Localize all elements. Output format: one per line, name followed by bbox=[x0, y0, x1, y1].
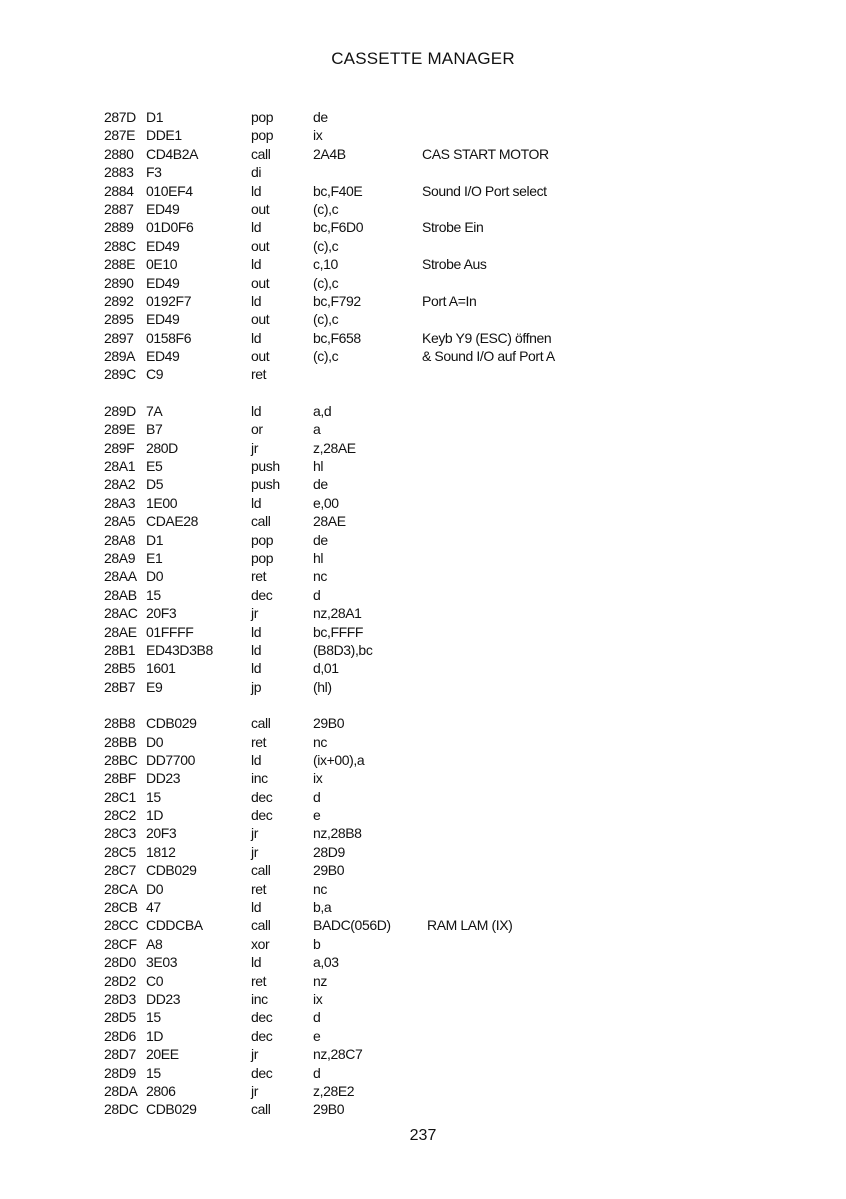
address-cell: 289D bbox=[104, 402, 136, 419]
address-cell: 28BF bbox=[104, 770, 136, 787]
listing-row bbox=[0, 1100, 846, 1118]
listing-row bbox=[0, 843, 846, 861]
opcode-bytes-cell: ED49 bbox=[146, 274, 180, 291]
listing-row bbox=[0, 494, 846, 512]
operand-cell: z,28AE bbox=[313, 439, 356, 456]
mnemonic-cell: call bbox=[251, 715, 271, 732]
mnemonic-cell: ld bbox=[251, 641, 262, 658]
mnemonic-cell: call bbox=[251, 1101, 271, 1118]
listing-row bbox=[0, 126, 846, 144]
mnemonic-cell: dec bbox=[251, 1009, 273, 1026]
listing-row bbox=[0, 475, 846, 493]
operand-cell: z,28E2 bbox=[313, 1082, 355, 1099]
listing-row bbox=[0, 806, 846, 824]
opcode-bytes-cell: C9 bbox=[146, 366, 164, 383]
address-cell: 28A5 bbox=[104, 513, 136, 530]
opcode-bytes-cell: 010EF4 bbox=[146, 182, 193, 199]
mnemonic-cell: pop bbox=[251, 531, 274, 548]
listing-row bbox=[0, 898, 846, 916]
opcode-bytes-cell: DDE1 bbox=[146, 127, 182, 144]
listing-row bbox=[0, 916, 846, 934]
mnemonic-cell: di bbox=[251, 164, 262, 181]
mnemonic-cell: out bbox=[251, 237, 270, 254]
listing-row bbox=[0, 531, 846, 549]
listing-row bbox=[0, 163, 846, 181]
operand-cell: 29B0 bbox=[313, 1101, 345, 1118]
mnemonic-cell: call bbox=[251, 513, 271, 530]
opcode-bytes-cell: ED49 bbox=[146, 200, 180, 217]
address-cell: 288E bbox=[104, 256, 136, 273]
operand-cell: (B8D3),bc bbox=[313, 641, 373, 658]
address-cell: 28A8 bbox=[104, 531, 136, 548]
listing-row bbox=[0, 329, 846, 347]
mnemonic-cell: out bbox=[251, 274, 270, 291]
listing-row bbox=[0, 751, 846, 769]
listing-row bbox=[0, 714, 846, 732]
address-cell: 28C3 bbox=[104, 825, 136, 842]
opcode-bytes-cell: 7A bbox=[146, 402, 163, 419]
opcode-bytes-cell: ED49 bbox=[146, 237, 180, 254]
address-cell: 28D7 bbox=[104, 1046, 136, 1063]
mnemonic-cell: ld bbox=[251, 402, 262, 419]
address-cell: 28C1 bbox=[104, 788, 136, 805]
listing-row bbox=[0, 439, 846, 457]
operand-cell: a,d bbox=[313, 402, 332, 419]
opcode-bytes-cell: C0 bbox=[146, 972, 164, 989]
assembly-listing bbox=[0, 108, 846, 1119]
operand-cell: nz,28A1 bbox=[313, 605, 362, 622]
operand-cell: de bbox=[313, 531, 328, 548]
mnemonic-cell: jr bbox=[251, 825, 258, 842]
address-cell: 28AC bbox=[104, 605, 138, 622]
comment-cell: Strobe Aus bbox=[422, 256, 487, 273]
opcode-bytes-cell: 15 bbox=[146, 1064, 161, 1081]
code-block bbox=[0, 714, 846, 1119]
address-cell: 28C2 bbox=[104, 807, 136, 824]
opcode-bytes-cell: 0192F7 bbox=[146, 292, 192, 309]
operand-cell: ix bbox=[313, 127, 323, 144]
listing-row bbox=[0, 586, 846, 604]
mnemonic-cell: jr bbox=[251, 1046, 258, 1063]
address-cell: 28D0 bbox=[104, 954, 136, 971]
listing-row bbox=[0, 402, 846, 420]
opcode-bytes-cell: CDB029 bbox=[146, 862, 197, 879]
opcode-bytes-cell: ED49 bbox=[146, 311, 180, 328]
listing-row bbox=[0, 310, 846, 328]
mnemonic-cell: jr bbox=[251, 605, 258, 622]
operand-cell: d bbox=[313, 586, 321, 603]
listing-row bbox=[0, 237, 846, 255]
opcode-bytes-cell: D1 bbox=[146, 531, 164, 548]
operand-cell: (hl) bbox=[313, 678, 332, 695]
address-cell: 28B7 bbox=[104, 678, 136, 695]
opcode-bytes-cell: 0E10 bbox=[146, 256, 178, 273]
mnemonic-cell: pop bbox=[251, 127, 274, 144]
operand-cell: nc bbox=[313, 733, 327, 750]
opcode-bytes-cell: E1 bbox=[146, 549, 163, 566]
operand-cell: hl bbox=[313, 549, 324, 566]
operand-cell: e,00 bbox=[313, 494, 339, 511]
mnemonic-cell: ld bbox=[251, 899, 262, 916]
opcode-bytes-cell: 1601 bbox=[146, 660, 176, 677]
mnemonic-cell: ld bbox=[251, 660, 262, 677]
mnemonic-cell: jp bbox=[251, 678, 262, 695]
operand-cell: de bbox=[313, 109, 328, 125]
listing-row bbox=[0, 1064, 846, 1082]
opcode-bytes-cell: 280D bbox=[146, 439, 178, 456]
mnemonic-cell: push bbox=[251, 476, 280, 493]
listing-row bbox=[0, 990, 846, 1008]
address-cell: 28AA bbox=[104, 568, 137, 585]
opcode-bytes-cell: ED49 bbox=[146, 348, 180, 365]
operand-cell: 29B0 bbox=[313, 862, 345, 879]
opcode-bytes-cell: E9 bbox=[146, 678, 163, 695]
operand-cell: de bbox=[313, 476, 328, 493]
address-cell: 28DC bbox=[104, 1101, 139, 1118]
opcode-bytes-cell: CDB029 bbox=[146, 715, 197, 732]
address-cell: 28A2 bbox=[104, 476, 136, 493]
address-cell: 2880 bbox=[104, 145, 134, 162]
opcode-bytes-cell: CDDCBA bbox=[146, 917, 203, 934]
operand-cell: (c),c bbox=[313, 200, 339, 217]
address-cell: 289F bbox=[104, 439, 135, 456]
opcode-bytes-cell: 15 bbox=[146, 788, 161, 805]
opcode-bytes-cell: 1D bbox=[146, 807, 164, 824]
code-block bbox=[0, 108, 846, 384]
listing-row bbox=[0, 365, 846, 383]
operand-cell: nz bbox=[313, 972, 327, 989]
mnemonic-cell: call bbox=[251, 145, 271, 162]
opcode-bytes-cell: 20F3 bbox=[146, 825, 177, 842]
listing-row bbox=[0, 567, 846, 585]
listing-row bbox=[0, 549, 846, 567]
address-cell: 28B8 bbox=[104, 715, 136, 732]
mnemonic-cell: jr bbox=[251, 843, 258, 860]
opcode-bytes-cell: D0 bbox=[146, 733, 164, 750]
operand-cell: b,a bbox=[313, 899, 332, 916]
opcode-bytes-cell: D0 bbox=[146, 880, 164, 897]
opcode-bytes-cell: CDAE28 bbox=[146, 513, 199, 530]
listing-row bbox=[0, 824, 846, 842]
opcode-bytes-cell: DD7700 bbox=[146, 751, 195, 768]
operand-cell: 28AE bbox=[313, 513, 346, 530]
address-cell: 28AB bbox=[104, 586, 137, 603]
opcode-bytes-cell: 15 bbox=[146, 586, 161, 603]
address-cell: 28D3 bbox=[104, 990, 136, 1007]
operand-cell: (c),c bbox=[313, 348, 339, 365]
address-cell: 28B1 bbox=[104, 641, 136, 658]
page-title: CASSETTE MANAGER bbox=[331, 49, 515, 68]
mnemonic-cell: ld bbox=[251, 182, 262, 199]
opcode-bytes-cell: 01D0F6 bbox=[146, 219, 194, 236]
operand-cell: d bbox=[313, 788, 321, 805]
opcode-bytes-cell: 2806 bbox=[146, 1082, 176, 1099]
address-cell: 2892 bbox=[104, 292, 134, 309]
operand-cell: (ix+00),a bbox=[313, 751, 365, 768]
opcode-bytes-cell: DD23 bbox=[146, 990, 181, 1007]
opcode-bytes-cell: B7 bbox=[146, 421, 163, 438]
listing-row bbox=[0, 512, 846, 530]
mnemonic-cell: ret bbox=[251, 568, 267, 585]
operand-cell: a bbox=[313, 421, 321, 438]
operand-cell: ix bbox=[313, 990, 323, 1007]
mnemonic-cell: ld bbox=[251, 954, 262, 971]
opcode-bytes-cell: DD23 bbox=[146, 770, 181, 787]
listing-row bbox=[0, 861, 846, 879]
comment-cell: & Sound I/O auf Port A bbox=[422, 348, 555, 365]
listing-row bbox=[0, 108, 846, 126]
opcode-bytes-cell: 3E03 bbox=[146, 954, 178, 971]
address-cell: 2897 bbox=[104, 329, 134, 346]
listing-row bbox=[0, 678, 846, 696]
mnemonic-cell: ret bbox=[251, 366, 267, 383]
opcode-bytes-cell: 20F3 bbox=[146, 605, 177, 622]
opcode-bytes-cell: D5 bbox=[146, 476, 164, 493]
address-cell: 2895 bbox=[104, 311, 134, 328]
mnemonic-cell: dec bbox=[251, 807, 273, 824]
listing-row bbox=[0, 1008, 846, 1026]
mnemonic-cell: or bbox=[251, 421, 263, 438]
listing-row bbox=[0, 274, 846, 292]
mnemonic-cell: ld bbox=[251, 256, 262, 273]
mnemonic-cell: ret bbox=[251, 880, 267, 897]
listing-row bbox=[0, 1082, 846, 1100]
address-cell: 28AE bbox=[104, 623, 137, 640]
operand-cell: nc bbox=[313, 568, 327, 585]
mnemonic-cell: dec bbox=[251, 586, 273, 603]
operand-cell: bc,F6D0 bbox=[313, 219, 364, 236]
opcode-bytes-cell: ED43D3B8 bbox=[146, 641, 213, 658]
operand-cell: (c),c bbox=[313, 237, 339, 254]
mnemonic-cell: call bbox=[251, 917, 271, 934]
address-cell: 28D2 bbox=[104, 972, 136, 989]
address-cell: 28BC bbox=[104, 751, 138, 768]
address-cell: 2884 bbox=[104, 182, 134, 199]
opcode-bytes-cell: D0 bbox=[146, 568, 164, 585]
page-number: 237 bbox=[409, 1127, 437, 1144]
mnemonic-cell: push bbox=[251, 458, 280, 475]
address-cell: 28D9 bbox=[104, 1064, 136, 1081]
operand-cell: bc,FFFF bbox=[313, 623, 364, 640]
mnemonic-cell: ld bbox=[251, 219, 262, 236]
mnemonic-cell: dec bbox=[251, 788, 273, 805]
mnemonic-cell: jr bbox=[251, 1082, 258, 1099]
address-cell: 28A3 bbox=[104, 494, 136, 511]
address-cell: 28D6 bbox=[104, 1027, 136, 1044]
comment-cell: Sound I/O Port select bbox=[422, 182, 547, 199]
opcode-bytes-cell: 1E00 bbox=[146, 494, 178, 511]
address-cell: 28A1 bbox=[104, 458, 136, 475]
listing-row bbox=[0, 145, 846, 163]
address-cell: 28DA bbox=[104, 1082, 138, 1099]
operand-cell: c,10 bbox=[313, 256, 338, 273]
mnemonic-cell: out bbox=[251, 348, 270, 365]
listing-row bbox=[0, 733, 846, 751]
operand-cell: hl bbox=[313, 458, 324, 475]
address-cell: 2887 bbox=[104, 200, 134, 217]
mnemonic-cell: ret bbox=[251, 733, 267, 750]
address-cell: 28C7 bbox=[104, 862, 136, 879]
operand-cell: (c),c bbox=[313, 311, 339, 328]
mnemonic-cell: call bbox=[251, 862, 271, 879]
listing-row bbox=[0, 218, 846, 236]
operand-cell: (c),c bbox=[313, 274, 339, 291]
address-cell: 2883 bbox=[104, 164, 134, 181]
operand-cell: bc,F658 bbox=[313, 329, 361, 346]
operand-cell: a,03 bbox=[313, 954, 339, 971]
mnemonic-cell: inc bbox=[251, 770, 268, 787]
listing-row bbox=[0, 769, 846, 787]
listing-row bbox=[0, 641, 846, 659]
listing-row bbox=[0, 420, 846, 438]
mnemonic-cell: ld bbox=[251, 329, 262, 346]
opcode-bytes-cell: 20EE bbox=[146, 1046, 179, 1063]
listing-row bbox=[0, 1045, 846, 1063]
operand-cell: nc bbox=[313, 880, 327, 897]
opcode-bytes-cell: CDB029 bbox=[146, 1101, 197, 1118]
listing-row bbox=[0, 935, 846, 953]
opcode-bytes-cell: D1 bbox=[146, 109, 164, 125]
address-cell: 28A9 bbox=[104, 549, 136, 566]
opcode-bytes-cell: A8 bbox=[146, 935, 163, 952]
opcode-bytes-cell: 01FFFF bbox=[146, 623, 194, 640]
mnemonic-cell: out bbox=[251, 200, 270, 217]
opcode-bytes-cell: 1812 bbox=[146, 843, 176, 860]
listing-row bbox=[0, 292, 846, 310]
listing-row bbox=[0, 972, 846, 990]
listing-row bbox=[0, 457, 846, 475]
opcode-bytes-cell: 15 bbox=[146, 1009, 161, 1026]
opcode-bytes-cell: F3 bbox=[146, 164, 162, 181]
mnemonic-cell: out bbox=[251, 311, 270, 328]
mnemonic-cell: ret bbox=[251, 972, 267, 989]
mnemonic-cell: ld bbox=[251, 623, 262, 640]
listing-row bbox=[0, 623, 846, 641]
operand-cell: ix bbox=[313, 770, 323, 787]
listing-row bbox=[0, 880, 846, 898]
mnemonic-cell: xor bbox=[251, 935, 270, 952]
mnemonic-cell: pop bbox=[251, 109, 274, 125]
address-cell: 28CF bbox=[104, 935, 137, 952]
address-cell: 2889 bbox=[104, 219, 134, 236]
address-cell: 28CC bbox=[104, 917, 139, 934]
listing-row bbox=[0, 255, 846, 273]
operand-cell: bc,F792 bbox=[313, 292, 361, 309]
address-cell: 289C bbox=[104, 366, 136, 383]
address-cell: 28BB bbox=[104, 733, 137, 750]
operand-cell: e bbox=[313, 807, 321, 824]
address-cell: 28CA bbox=[104, 880, 138, 897]
address-cell: 289A bbox=[104, 348, 136, 365]
listing-row bbox=[0, 200, 846, 218]
address-cell: 2890 bbox=[104, 274, 134, 291]
opcode-bytes-cell: 0158F6 bbox=[146, 329, 192, 346]
opcode-bytes-cell: CD4B2A bbox=[146, 145, 199, 162]
address-cell: 288C bbox=[104, 237, 136, 254]
operand-cell: d,01 bbox=[313, 660, 339, 677]
address-cell: 28B5 bbox=[104, 660, 136, 677]
operand-cell: nz,28C7 bbox=[313, 1046, 363, 1063]
comment-cell: Port A=In bbox=[422, 292, 477, 309]
listing-row bbox=[0, 182, 846, 200]
operand-cell: d bbox=[313, 1009, 321, 1026]
operand-cell: bc,F40E bbox=[313, 182, 363, 199]
listing-row bbox=[0, 347, 846, 365]
address-cell: 28CB bbox=[104, 899, 138, 916]
comment-cell: CAS START MOTOR bbox=[422, 145, 549, 162]
mnemonic-cell: inc bbox=[251, 990, 268, 1007]
operand-cell: 29B0 bbox=[313, 715, 345, 732]
operand-cell: nz,28B8 bbox=[313, 825, 362, 842]
mnemonic-cell: dec bbox=[251, 1027, 273, 1044]
listing-row bbox=[0, 659, 846, 677]
mnemonic-cell: pop bbox=[251, 549, 274, 566]
opcode-bytes-cell: 47 bbox=[146, 899, 161, 916]
mnemonic-cell: dec bbox=[251, 1064, 273, 1081]
operand-cell: BADC(056D) bbox=[313, 917, 391, 934]
address-cell: 289E bbox=[104, 421, 136, 438]
mnemonic-cell: ld bbox=[251, 751, 262, 768]
listing-row bbox=[0, 953, 846, 971]
operand-cell: d bbox=[313, 1064, 321, 1081]
code-block bbox=[0, 402, 846, 696]
listing-row bbox=[0, 1027, 846, 1045]
opcode-bytes-cell: 1D bbox=[146, 1027, 164, 1044]
opcode-bytes-cell: E5 bbox=[146, 458, 163, 475]
operand-cell: 28D9 bbox=[313, 843, 345, 860]
mnemonic-cell: ld bbox=[251, 292, 262, 309]
listing-row bbox=[0, 788, 846, 806]
comment-cell: Strobe Ein bbox=[422, 219, 484, 236]
operand-cell: b bbox=[313, 935, 321, 952]
listing-row bbox=[0, 604, 846, 622]
address-cell: 287D bbox=[104, 109, 136, 125]
mnemonic-cell: jr bbox=[251, 439, 258, 456]
address-cell: 287E bbox=[104, 127, 136, 144]
mnemonic-cell: ld bbox=[251, 494, 262, 511]
operand-cell: 2A4B bbox=[313, 145, 346, 162]
comment-cell: RAM LAM (IX) bbox=[427, 917, 513, 934]
address-cell: 28D5 bbox=[104, 1009, 136, 1026]
comment-cell: Keyb Y9 (ESC) öffnen bbox=[422, 329, 552, 346]
address-cell: 28C5 bbox=[104, 843, 136, 860]
operand-cell: e bbox=[313, 1027, 321, 1044]
